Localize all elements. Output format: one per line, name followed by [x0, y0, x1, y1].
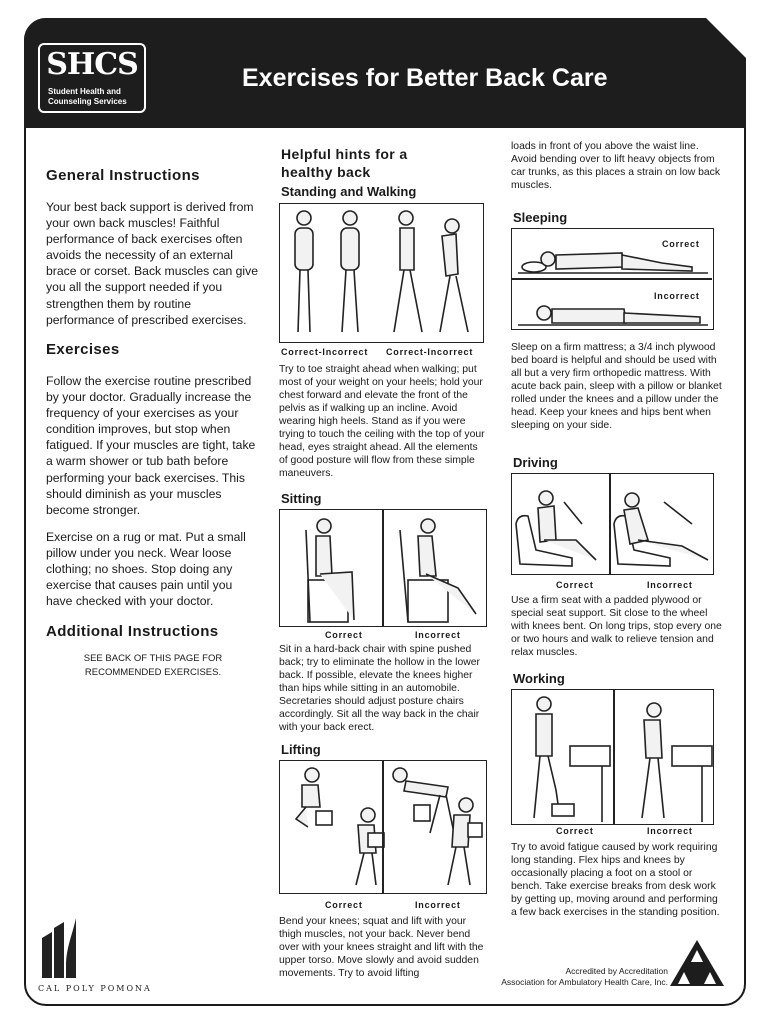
lifting-divider: [382, 761, 384, 893]
sitting-illustration: [279, 509, 487, 627]
standing-caption-left: Correct-Incorrect: [281, 347, 369, 357]
sitting-divider: [382, 510, 384, 626]
standing-walking-text: Try to toe straight ahead when walking; put most of your weight on your heels; hold your chest forward and elevate the front of the pelvis as if walking up an incline. Avoid wearing high heels. Stand as if you were trying to touch the ceiling with the top of your head, eyes straight ahead. All the elements of good posture will flow from these simple maneuvers.: [279, 364, 485, 479]
driving-illustration: [511, 473, 714, 575]
lifting-figures-icon: [280, 761, 488, 895]
sitting-figures-icon: [280, 510, 488, 628]
standing-illustration: [279, 203, 484, 343]
driving-figures-icon: [512, 474, 715, 576]
standing-figures-icon: [280, 204, 485, 344]
standing-caption-right: Correct-Incorrect: [386, 347, 474, 357]
sleeping-incorrect-label: Incorrect: [654, 291, 700, 301]
lifting-correct-caption: Correct: [325, 900, 363, 910]
working-illustration: [511, 689, 714, 825]
sitting-incorrect-caption: Incorrect: [415, 630, 461, 640]
working-divider: [613, 690, 615, 824]
additional-instructions-note: SEE BACK OF THIS PAGE FOR RECOMMENDED EXERCISES.: [83, 653, 223, 678]
working-incorrect-caption: Incorrect: [647, 826, 693, 836]
exercises-text-1: Follow the exercise routine prescribed by your doctor. Gradually increase the frequency of your exercises as your condition improves, but stop when fatigued. If your muscles are tight, take a warm shower or tub bath before performing your back exercises. This should diminish as your muscles become stronger.: [46, 374, 256, 517]
lifting-incorrect-caption: Incorrect: [415, 900, 461, 910]
sleeping-divider: [512, 278, 712, 280]
sitting-correct-caption: Correct: [325, 630, 363, 640]
working-text: Try to avoid fatigue caused by work requiring long standing. Flex hips and knees by occasionally placing a foot on a stool or bench. Take exercise breaks from desk work by getting up, moving around and performing a few back exercises in the standing position.: [511, 842, 720, 918]
general-instructions-text: Your best back support is derived from your own back muscles! Faithful performance of back exercises often avoids the necessity of an external brace or corset. Back muscles can give you all the support needed if you strengthen them by routine performance of prescribed exercises.: [46, 200, 259, 327]
working-correct-caption: Correct: [556, 826, 594, 836]
shcs-logo: [38, 43, 146, 113]
working-heading: Working: [513, 671, 565, 686]
sleeping-correct-label: Correct: [662, 239, 700, 249]
lifting-text: Bend your knees; squat and lift with your thigh muscles, not your back. Never bend over with your knees straight and lift with the upper torso. Move slowly and avoid sudden movements. Try to avoid lifting: [279, 916, 484, 979]
accreditation-text: Accredited by Accreditation Association for Ambulatory Health Care, Inc.: [501, 966, 668, 987]
general-instructions-heading: General Instructions: [46, 167, 200, 184]
logo-subtitle: Student Health and Counseling Services: [48, 87, 127, 106]
sleeping-heading: Sleeping: [513, 210, 568, 225]
driving-correct-caption: Correct: [556, 580, 594, 590]
additional-instructions-heading: Additional Instructions: [46, 623, 219, 640]
lifting-text-continued: loads in front of you above the waist line. Avoid bending over to lift heavy objects from car trunks, as this places a strain on low back muscles.: [511, 141, 721, 191]
page-title: Exercises for Better Back Care: [242, 64, 608, 92]
school-name: CAL POLY POMONA: [38, 984, 152, 993]
exercises-heading: Exercises: [46, 341, 120, 358]
standing-walking-heading: Standing and Walking: [281, 184, 417, 199]
driving-text: Use a firm seat with a padded plywood or special seat support. Sit close to the wheel with knees bent. On long trips, stop every one or two hours and walk to relieve tension and relax muscles.: [511, 595, 722, 658]
driving-heading: Driving: [513, 455, 558, 470]
sitting-heading: Sitting: [281, 491, 322, 506]
sleeping-illustration: [511, 228, 714, 330]
cal-poly-logo-icon: [38, 918, 78, 978]
driving-divider: [609, 474, 611, 574]
sleeping-text: Sleep on a firm mattress; a 3/4 inch plywood bed board is helpful and should be used with all but a very firm orthopedic mattress. With acute back pain, sleep with a pillow or blanket rolled under the knees and a pillow under the head. Keep your knees and hips bent when sleeping on your side.: [511, 342, 722, 431]
logo-mark: SHCS: [46, 47, 138, 82]
helpful-hints-heading: Helpful hints for a healthy back: [281, 146, 408, 180]
banner-corner-cut: [706, 18, 746, 58]
aaahc-triangle-icon: [670, 940, 724, 988]
sitting-text: Sit in a hard-back chair with spine pushed back; try to eliminate the hollow in the lower back. If possible, elevate the knees higher than hips while sitting in an automobile. Secretaries should adjust posture chairs accordingly. Sit all the way back in the chair with your back erect.: [279, 644, 480, 733]
lifting-heading: Lifting: [281, 742, 321, 757]
driving-incorrect-caption: Incorrect: [647, 580, 693, 590]
lifting-illustration: [279, 760, 487, 894]
exercises-text-2: Exercise on a rug or mat. Put a small pillow under you neck. Wear loose clothing; no shoes. Stop doing any exercise that causes pain until you have checked with your doctor.: [46, 530, 246, 609]
